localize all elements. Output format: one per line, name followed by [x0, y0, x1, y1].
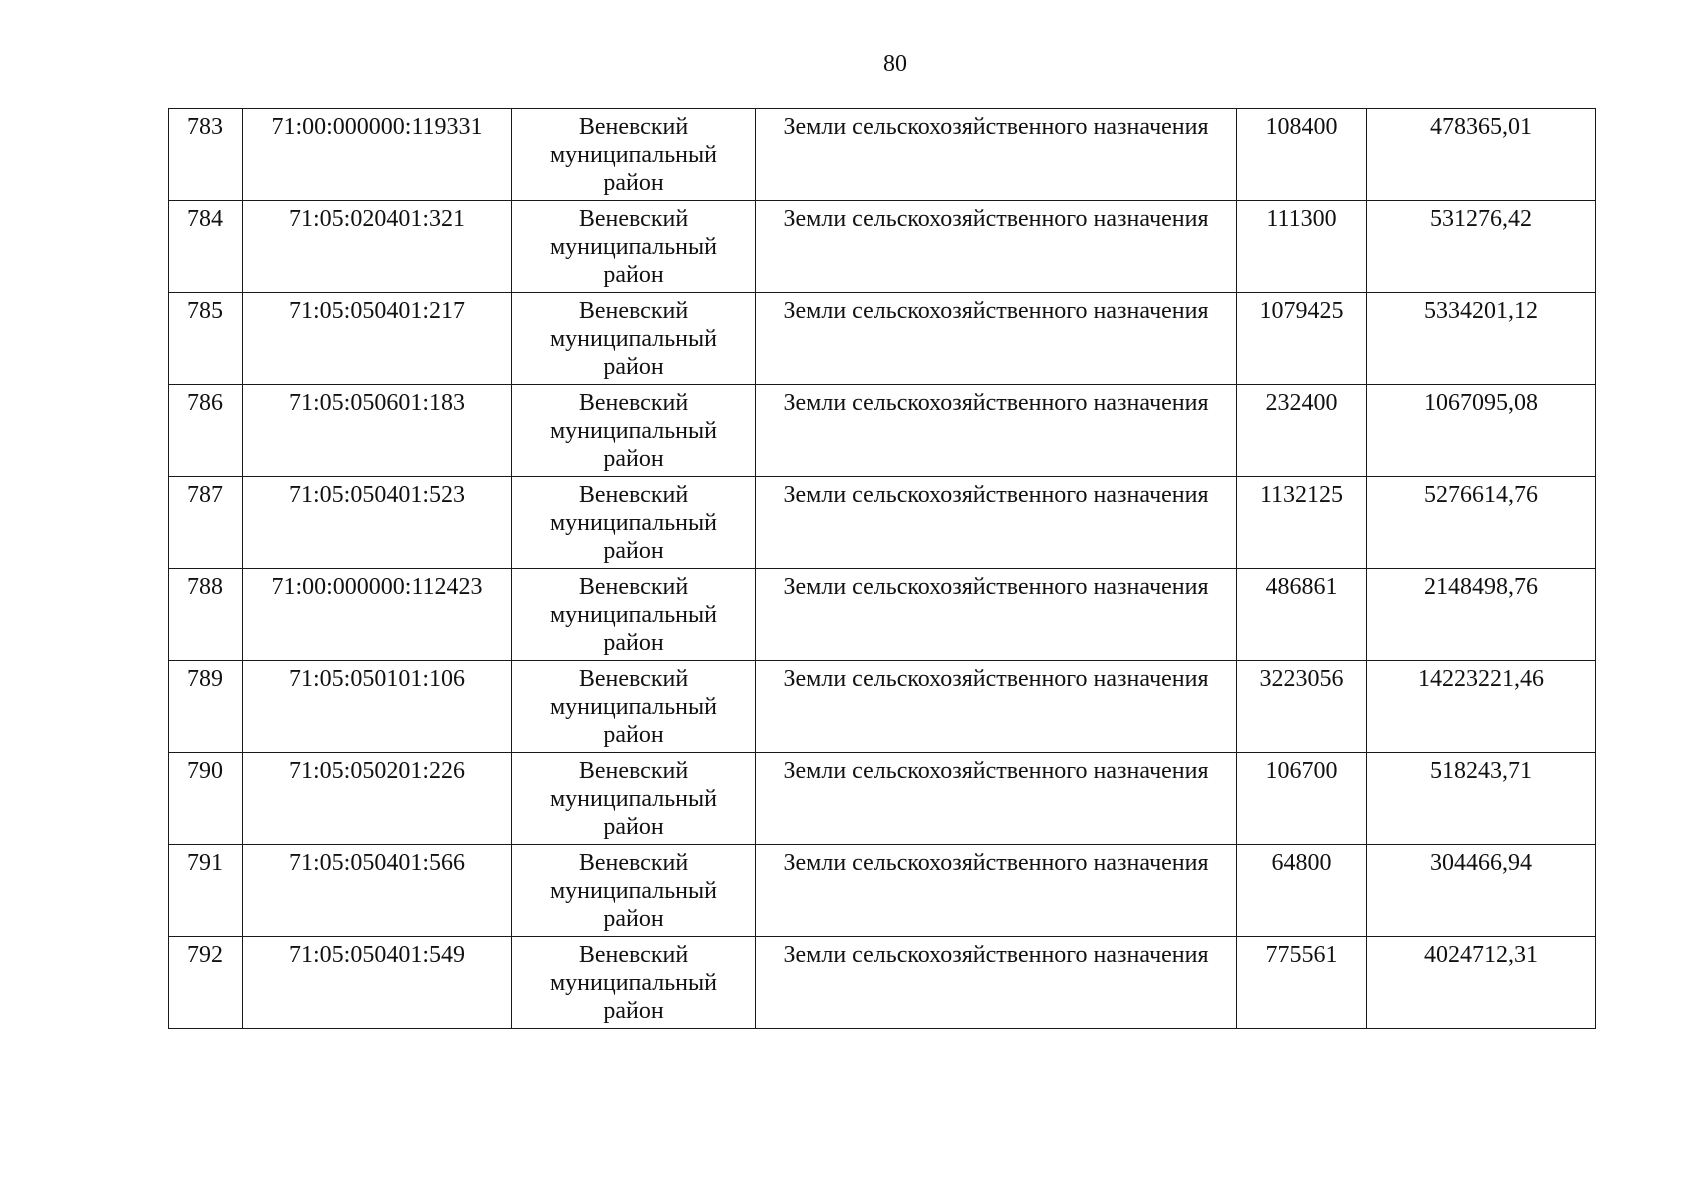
district: Веневский муниципальный район [512, 477, 756, 569]
row-number: 789 [169, 661, 243, 753]
table-row [169, 201, 1596, 293]
district: Веневский муниципальный район [512, 753, 756, 845]
row-number: 784 [169, 201, 243, 293]
land-category: Земли сельскохозяйственного назначения [756, 477, 1237, 569]
area: 111300 [1237, 201, 1367, 293]
district: Веневский муниципальный район [512, 109, 756, 201]
row-number: 787 [169, 477, 243, 569]
table-row [169, 293, 1596, 385]
district: Веневский муниципальный район [512, 937, 756, 1029]
row-number: 792 [169, 937, 243, 1029]
cadastral-number: 71:05:050401:217 [243, 293, 512, 385]
land-category: Земли сельскохозяйственного назначения [756, 109, 1237, 201]
land-category: Земли сельскохозяйственного назначения [756, 201, 1237, 293]
district: Веневский муниципальный район [512, 661, 756, 753]
land-category: Земли сельскохозяйственного назначения [756, 845, 1237, 937]
district: Веневский муниципальный район [512, 201, 756, 293]
area: 486861 [1237, 569, 1367, 661]
row-number: 790 [169, 753, 243, 845]
area: 775561 [1237, 937, 1367, 1029]
area: 64800 [1237, 845, 1367, 937]
cadastral-value: 304466,94 [1367, 845, 1596, 937]
table-row [169, 937, 1596, 1029]
table-row [169, 109, 1596, 201]
area: 1132125 [1237, 477, 1367, 569]
table-row [169, 661, 1596, 753]
land-category: Земли сельскохозяйственного назначения [756, 753, 1237, 845]
cadastral-value: 531276,42 [1367, 201, 1596, 293]
row-number: 788 [169, 569, 243, 661]
cadastral-value: 5276614,76 [1367, 477, 1596, 569]
table-row [169, 753, 1596, 845]
table-row [169, 845, 1596, 937]
row-number: 786 [169, 385, 243, 477]
cadastral-number: 71:05:050401:549 [243, 937, 512, 1029]
row-number: 785 [169, 293, 243, 385]
cadastral-value: 518243,71 [1367, 753, 1596, 845]
cadastral-number: 71:00:000000:119331 [243, 109, 512, 201]
land-category: Земли сельскохозяйственного назначения [756, 661, 1237, 753]
cadastral-value: 2148498,76 [1367, 569, 1596, 661]
land-plots-table [168, 108, 1596, 1029]
district: Веневский муниципальный район [512, 293, 756, 385]
district: Веневский муниципальный район [512, 569, 756, 661]
cadastral-number: 71:05:050401:566 [243, 845, 512, 937]
cadastral-number: 71:05:050401:523 [243, 477, 512, 569]
land-category: Земли сельскохозяйственного назначения [756, 293, 1237, 385]
area: 232400 [1237, 385, 1367, 477]
land-category: Земли сельскохозяйственного назначения [756, 937, 1237, 1029]
cadastral-number: 71:05:020401:321 [243, 201, 512, 293]
cadastral-value: 478365,01 [1367, 109, 1596, 201]
area: 1079425 [1237, 293, 1367, 385]
cadastral-number: 71:05:050101:106 [243, 661, 512, 753]
table-row [169, 385, 1596, 477]
area: 106700 [1237, 753, 1367, 845]
cadastral-number: 71:05:050601:183 [243, 385, 512, 477]
row-number: 791 [169, 845, 243, 937]
cadastral-value: 4024712,31 [1367, 937, 1596, 1029]
page-number: 80 [883, 51, 907, 77]
cadastral-value: 5334201,12 [1367, 293, 1596, 385]
area: 3223056 [1237, 661, 1367, 753]
cadastral-number: 71:00:000000:112423 [243, 569, 512, 661]
table-row [169, 569, 1596, 661]
cadastral-value: 1067095,08 [1367, 385, 1596, 477]
district: Веневский муниципальный район [512, 845, 756, 937]
land-category: Земли сельскохозяйственного назначения [756, 385, 1237, 477]
area: 108400 [1237, 109, 1367, 201]
district: Веневский муниципальный район [512, 385, 756, 477]
land-category: Земли сельскохозяйственного назначения [756, 569, 1237, 661]
cadastral-number: 71:05:050201:226 [243, 753, 512, 845]
row-number: 783 [169, 109, 243, 201]
cadastral-value: 14223221,46 [1367, 661, 1596, 753]
table-row [169, 477, 1596, 569]
